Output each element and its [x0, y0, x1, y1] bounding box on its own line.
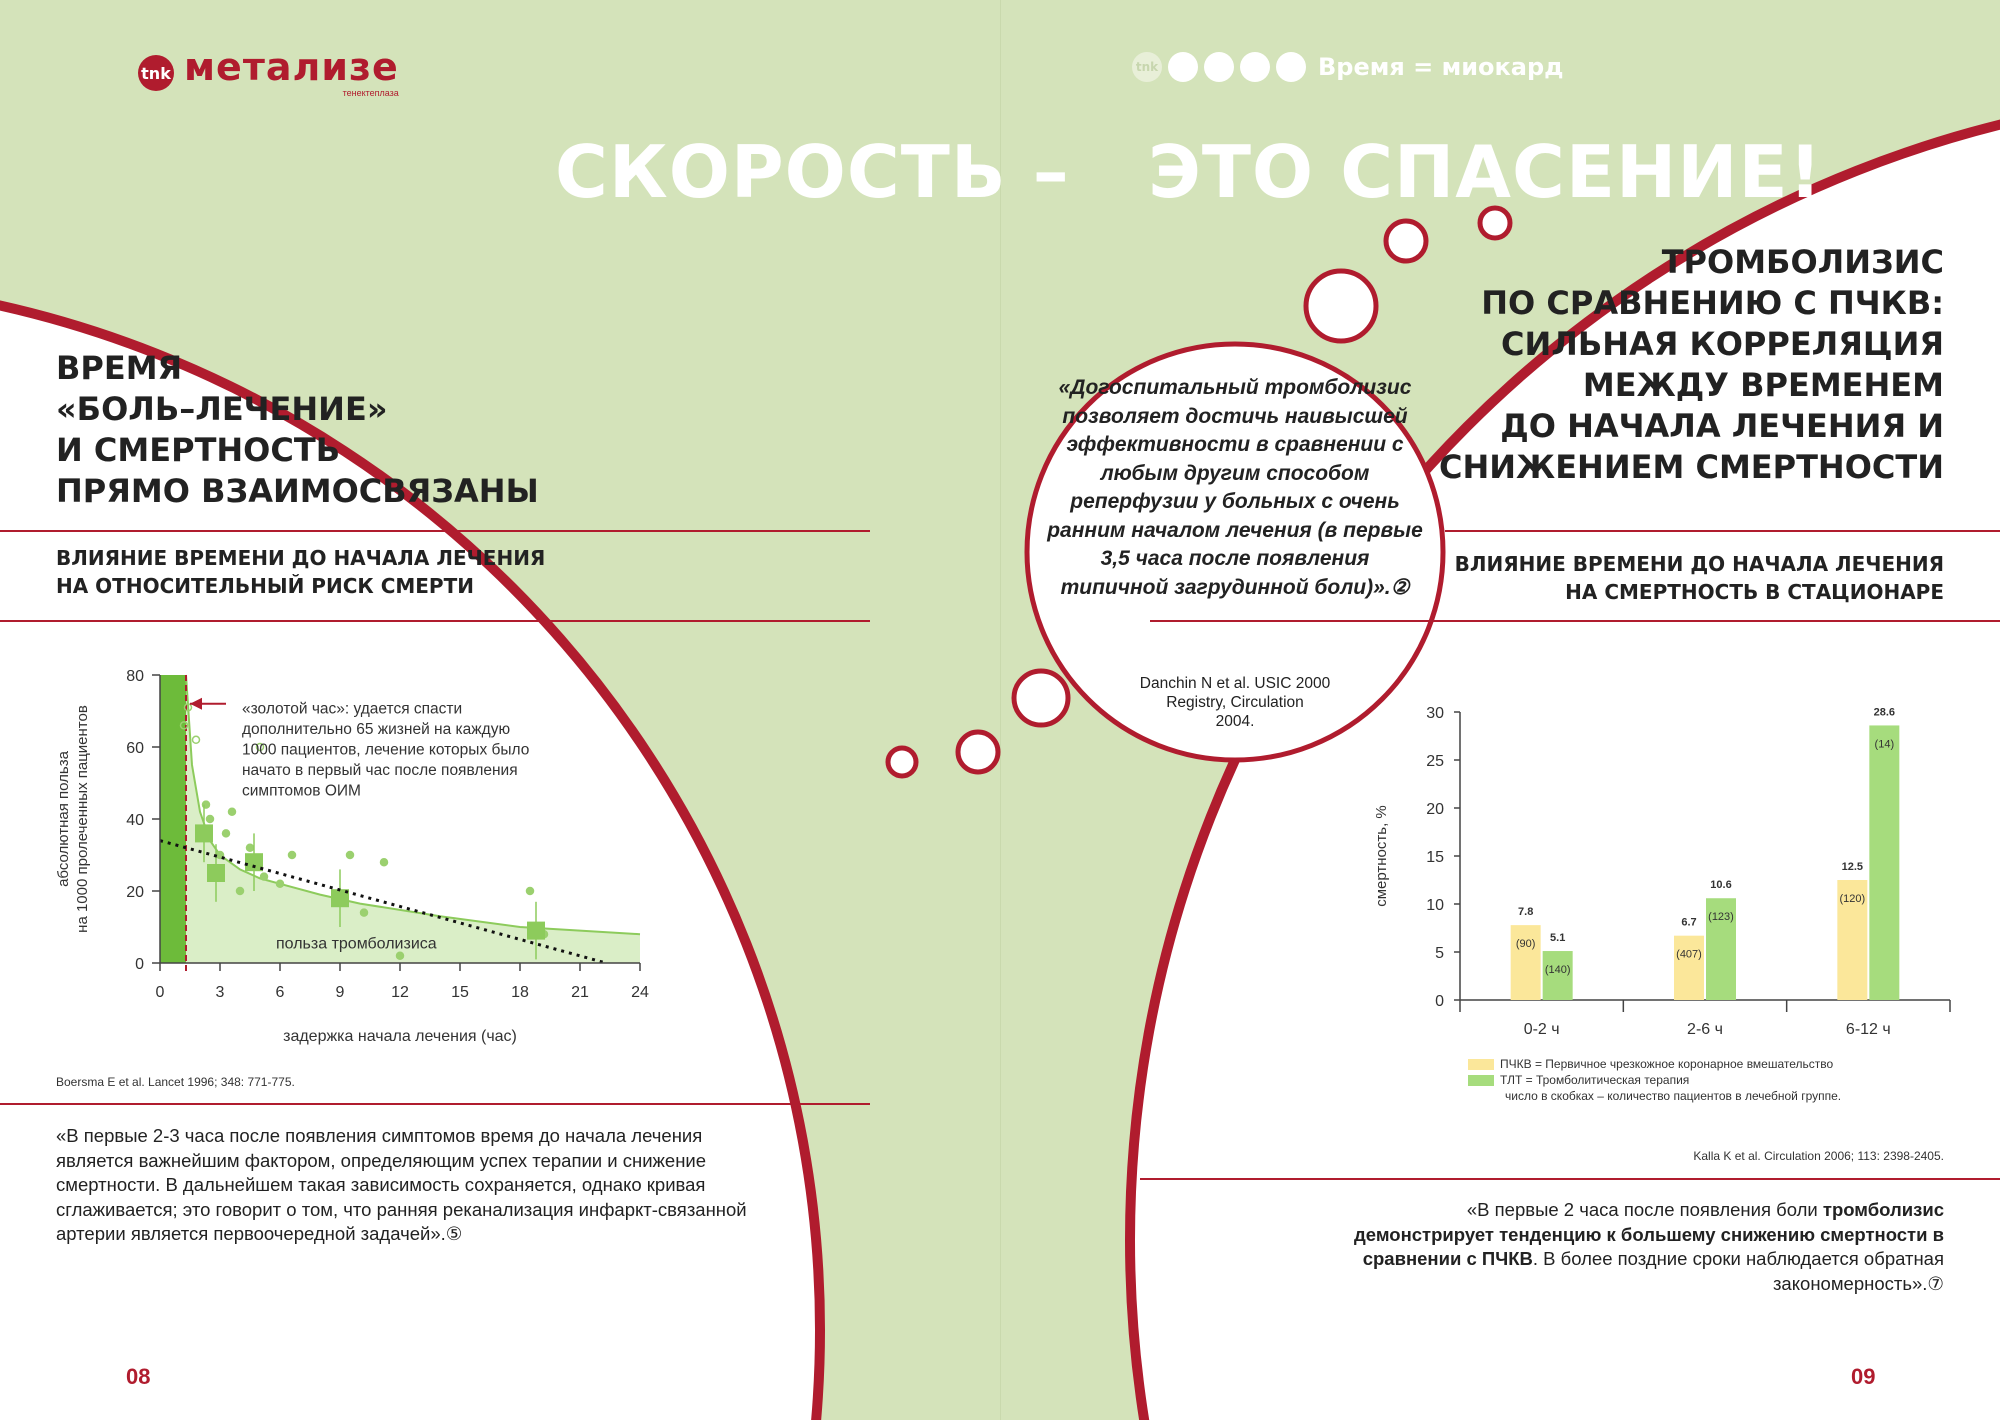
right-subtitle [1455, 550, 1944, 606]
data-point [229, 808, 236, 815]
legend-label: ТЛТ = Тромболитическая терапия [1500, 1073, 1690, 1087]
bar-value-label: 6.7 [1681, 916, 1697, 929]
bar-value-label: 7.8 [1518, 906, 1534, 919]
headline: СКОРОСТЬ – ЭТО СПАСЕНИЕ! [555, 130, 1823, 214]
dot-icon [1276, 52, 1306, 82]
y-axis-label: смертность, % [1373, 805, 1390, 907]
right-title-line: ДО НАЧАЛА ЛЕЧЕНИЯ И [1500, 407, 1944, 445]
bar-count-label: (120) [1839, 893, 1866, 905]
right-title-line: ТРОМБОЛИЗИС [1661, 243, 1944, 281]
bar-count-label: (407) [1676, 948, 1702, 961]
y-tick-label: 20 [126, 884, 144, 901]
data-point [347, 852, 354, 859]
benefit-area [186, 675, 640, 963]
right-subtitle-line: НА СМЕРТНОСТЬ В СТАЦИОНАРЕ [1565, 580, 1944, 604]
right-divider-2 [1150, 620, 2000, 622]
y-axis-label-line: на 1000 пролеченных пациентов [74, 705, 91, 933]
dot-icon [1168, 52, 1198, 82]
bubble-dot-4 [1014, 671, 1068, 725]
x-axis-label: задержка начала лечения (час) [283, 1028, 517, 1045]
brand-subtitle: тенектеплаза [342, 88, 399, 98]
y-tick-label: 25 [1426, 753, 1444, 770]
bubble-citation-line: 2004. [1215, 713, 1255, 730]
bubble-quote: «Догоспитальный тромболизис позволяет достичь наивысшей эффективности в сравнении с любым другим способом реперфузии у больных с очень ранним началом лечения (в первые 3,5 часа после появления типичной загрудинной боли)».② [1047, 376, 1423, 599]
right-citation: Kalla K et al. Circulation 2006; 113: 2398-2405. [1693, 1149, 1944, 1163]
right-title-line: МЕЖДУ ВРЕМЕНЕМ [1582, 366, 1944, 404]
legend-swatch-yellow [1468, 1059, 1494, 1070]
x-tick-label: 18 [511, 984, 529, 1001]
dot-icon [1204, 52, 1234, 82]
bar-count-label: (123) [1708, 911, 1734, 924]
left-citation: Boersma E et al. Lancet 1996; 348: 771-775. [56, 1075, 295, 1089]
bar-count-label: (14) [1874, 738, 1895, 751]
golden-hour-annotation [242, 700, 529, 799]
y-tick-label: 30 [1426, 705, 1444, 722]
bubble-citation-line: Danchin N et al. USIC 2000 [1139, 675, 1331, 692]
y-axis-label [55, 705, 91, 933]
legend-note: число в скобках – количество пациентов в лечебной группе. [1505, 1089, 1842, 1103]
mortality-chart [1360, 690, 1960, 1050]
annotation-line: начато в первый час после появления [242, 761, 518, 779]
data-point [277, 880, 284, 887]
bubble-dot-6 [888, 748, 916, 776]
tagline-text: Время = миокард [1318, 53, 1564, 81]
left-subtitle [56, 544, 545, 600]
bar-value-label: 10.6 [1710, 879, 1732, 892]
y-tick-label: 80 [126, 668, 144, 685]
tagline [1132, 52, 1564, 82]
page-number-left: 08 [126, 1364, 151, 1389]
left-title-line: И СМЕРТНОСТЬ [56, 431, 341, 469]
data-point [361, 909, 368, 916]
right-quote [1324, 1198, 1944, 1296]
data-marker [527, 922, 545, 940]
area-label: польза тромболизиса [276, 935, 437, 953]
right-subtitle-line: ВЛИЯНИЕ ВРЕМЕНИ ДО НАЧАЛА ЛЕЧЕНИЯ [1454, 552, 1944, 576]
bar [1869, 725, 1899, 1000]
left-quote: «В первые 2-3 часа после появления симптомов время до начала лечения является важнейшим фактором, определяющим успех терапии и снижение смертности. В дальнейшем такая зависимость сохраняется, однако кривая сглаживается; это говорит о том, что ранняя реканализация инфаркт-связанной артерии является первоочередной задачей».⑤ [56, 1125, 747, 1244]
bubble-dot-5 [958, 732, 998, 772]
y-axis-label-line: абсолютная польза [55, 751, 72, 887]
right-quote-pre: «В первые 2 часа после появления боли [1466, 1199, 1823, 1220]
data-point [381, 859, 388, 866]
left-subtitle-line: ВЛИЯНИЕ ВРЕМЕНИ ДО НАЧАЛА ЛЕЧЕНИЯ [56, 546, 546, 570]
y-tick-label: 60 [126, 740, 144, 757]
bar-count-label: (140) [1544, 964, 1571, 977]
bubble-citation-line: Registry, Circulation [1166, 694, 1304, 711]
left-divider-1 [0, 530, 870, 532]
y-tick-label: 0 [1435, 993, 1444, 1010]
y-tick-label: 40 [126, 812, 144, 829]
right-title-line: СИЛЬНАЯ КОРРЕЛЯЦИЯ [1500, 325, 1944, 363]
bar-value-label: 28.6 [1873, 706, 1896, 719]
legend-item-tlt [1468, 1072, 1841, 1088]
left-divider-2 [0, 620, 870, 622]
tnk-badge-icon: tnk [1132, 52, 1162, 82]
data-point [289, 852, 296, 859]
data-point [397, 952, 404, 959]
data-point [193, 736, 200, 743]
annotation-line: дополнительно 65 жизней на каждую [242, 720, 511, 738]
right-title-line: СНИЖЕНИЕМ СМЕРТНОСТИ [1438, 448, 1944, 486]
y-tick-label: 20 [1426, 801, 1444, 818]
annotation-line: 1000 пациентов, лечение которых было [242, 741, 530, 759]
chart-legend [1468, 1056, 1841, 1104]
y-tick-label: 0 [135, 956, 144, 973]
x-tick-label: 21 [571, 984, 589, 1001]
bar [1674, 936, 1704, 1000]
legend-label: ПЧКВ = Первичное чрезкожное коронарное вмешательство [1500, 1057, 1834, 1071]
right-quote-bold: тромболизис демонстрирует тенденцию к большему снижению смертности в сравнении с ПЧКВ [1354, 1199, 1944, 1269]
golden-hour-band [160, 675, 186, 963]
brand-logo [138, 45, 399, 98]
left-divider-3 [0, 1103, 870, 1105]
x-tick-label: 0-2 ч [1523, 1021, 1560, 1038]
legend-item-pchkv [1468, 1056, 1841, 1072]
bubble-citation [1115, 674, 1355, 731]
x-tick-label: 6-12 ч [1845, 1021, 1891, 1038]
bar-value-label: 12.5 [1841, 861, 1864, 873]
data-point [237, 888, 244, 895]
x-tick-label: 2-6 ч [1687, 1021, 1723, 1038]
tnk-logo-icon: tnk [138, 55, 174, 91]
data-marker [207, 864, 225, 882]
x-tick-label: 6 [275, 984, 285, 1001]
left-subtitle-line: НА ОТНОСИТЕЛЬНЫЙ РИСК СМЕРТИ [56, 574, 474, 598]
data-point [527, 888, 534, 895]
bubble-dot-2 [1386, 221, 1426, 261]
x-tick-label: 15 [451, 984, 469, 1001]
left-title [56, 348, 539, 512]
data-point [207, 816, 214, 823]
data-point [261, 873, 268, 880]
bar-count-label: (90) [1515, 938, 1536, 951]
right-title-line: ПО СРАВНЕНИЮ С ПЧКВ: [1481, 284, 1944, 322]
annotation-line: симптомов ОИМ [242, 782, 361, 800]
right-quote-post: . В более поздние сроки наблюдается обратная закономерность».⑦ [1532, 1248, 1944, 1294]
x-tick-label: 24 [631, 984, 649, 1001]
right-divider-1 [1445, 530, 2000, 532]
bar-value-label: 5.1 [1550, 932, 1566, 945]
legend-swatch-green [1468, 1075, 1494, 1086]
data-point [247, 844, 254, 851]
right-divider-3 [1140, 1178, 2000, 1180]
annotation-line: «золотой час»: удается спасти [242, 700, 463, 718]
y-tick-label: 15 [1426, 849, 1444, 866]
x-tick-label: 12 [391, 984, 409, 1001]
left-title-line: ВРЕМЯ [56, 349, 183, 387]
data-marker [195, 824, 213, 842]
bar [1511, 925, 1541, 1000]
x-tick-label: 9 [335, 984, 345, 1001]
data-point [223, 830, 230, 837]
bubble-dot-1 [1306, 271, 1376, 341]
brand-name: метализе [184, 45, 399, 89]
x-tick-label: 3 [215, 984, 225, 1001]
benefit-chart [40, 650, 680, 1050]
right-title [1439, 242, 1944, 488]
y-tick-label: 5 [1435, 945, 1444, 962]
page-number-right: 09 [1851, 1364, 1876, 1389]
x-tick-label: 0 [155, 984, 165, 1001]
dot-icon [1240, 52, 1270, 82]
left-title-line: ПРЯМО ВЗАИМОСВЯЗАНЫ [56, 472, 539, 510]
left-title-line: «БОЛЬ–ЛЕЧЕНИЕ» [56, 390, 388, 428]
y-tick-label: 10 [1426, 897, 1444, 914]
